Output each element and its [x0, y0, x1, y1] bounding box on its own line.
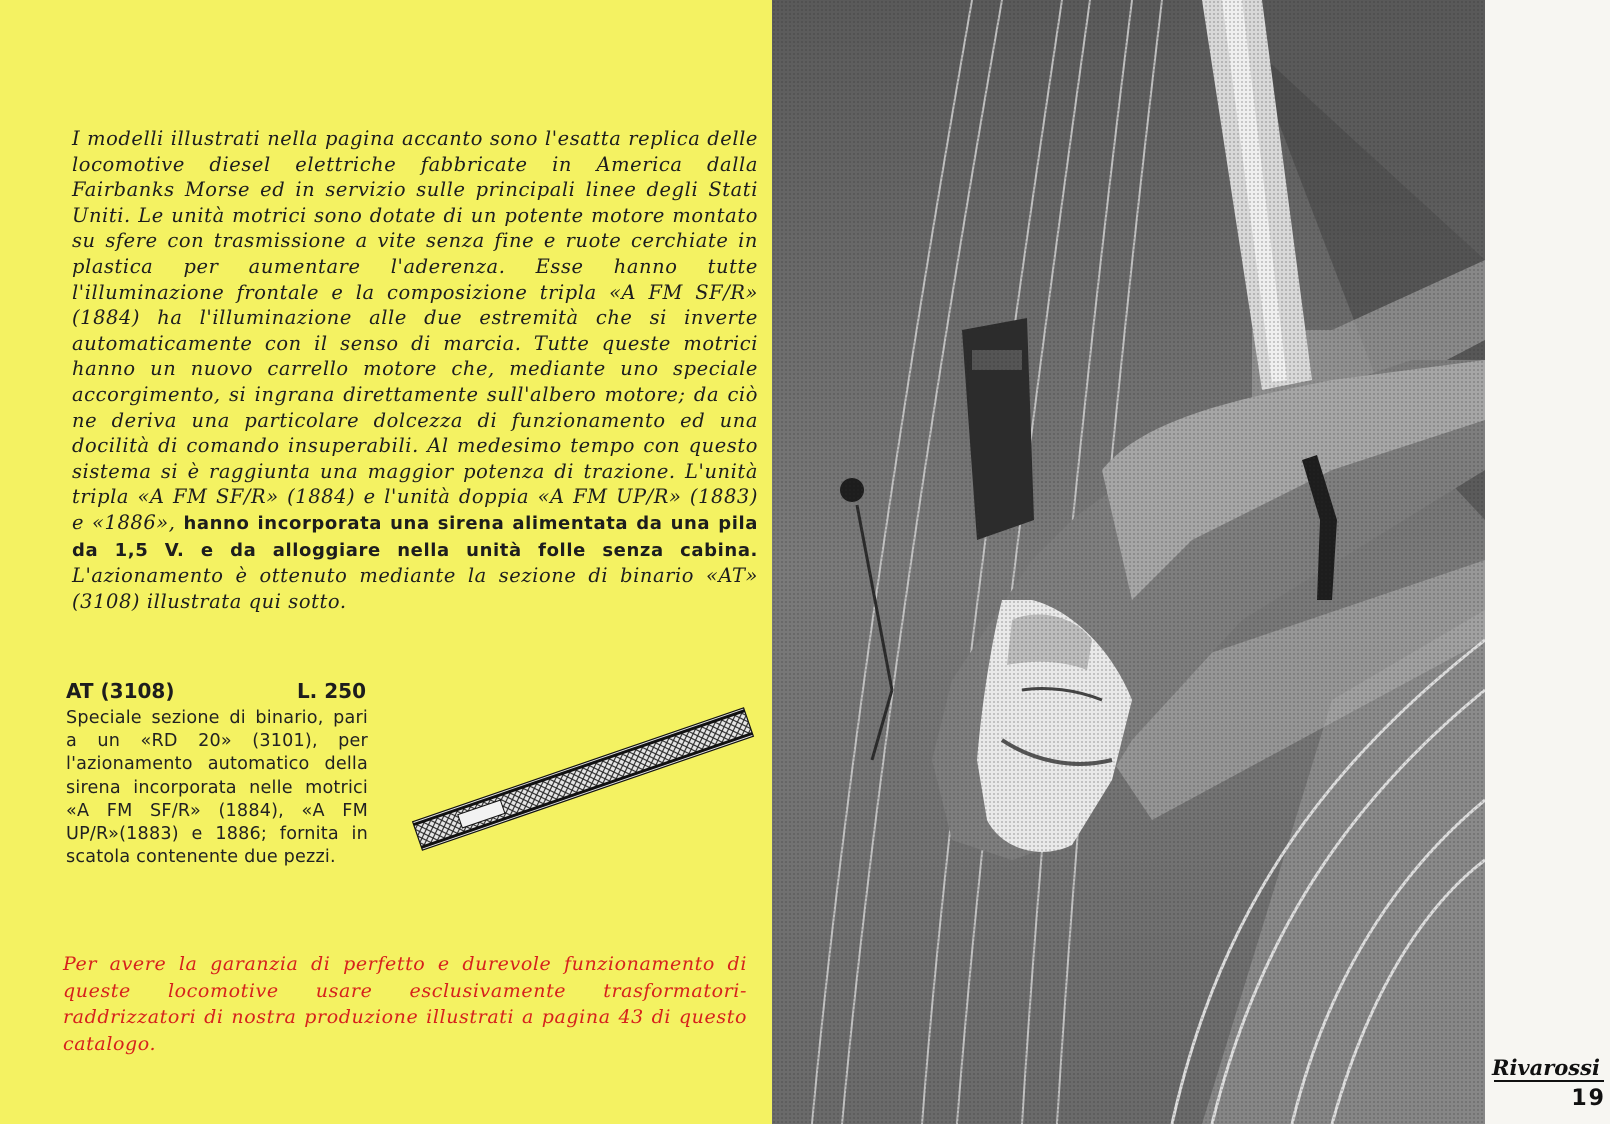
- transformer-notice: Per avere la garanzia di perfetto e durevole funzionamento di queste locomotive usare esclusivamente trasformatori-raddrizzatori di nostra produzione illustrati a pagina 43 di questo catalogo.: [63, 953, 747, 1055]
- intro-paragraph: [72, 126, 758, 614]
- intro-text-end: L'azionamento è ottenuto mediante la sezione di binario «AT» (3108) illustrata qui sotto.: [72, 564, 758, 613]
- intro-text-start: I modelli illustrati nella pagina accanto sono l'esatta replica delle locomotive diesel elettriche fabbricate in America dalla Fairbanks Morse ed in servizio sulle principali linee degli Stati Uniti. Le unità motrici sono dotate di un potente motore montato su sfere con trasmissione a vite senza fine e ruote cerchiate in plastica per aumentare l'aderenza. Esse hanno tutte l'illuminazione frontale e la composizione tripla «A FM SF/R» (1884) ha l'illuminazione alle due estremità che si inverte automaticamente con il senso di marcia. Tutte queste motrici hanno un nuovo carrello motore che, mediante uno speciale accorgimento, si ingrana direttamente sull'albero motore; da ciò ne deriva una particolare dolcezza di funzionamento ed una docilità di comando insuperabili. Al medesimo tempo con questo sistema si è raggiunta una maggior potenza di trazione. L'unità tripla «A FM SF/R» (1884) e l'unità doppia «A FM UP/R» (1883) e «1886»,: [72, 127, 758, 534]
- brand-signature: Rivarossi: [1492, 1055, 1600, 1080]
- brand-underline: [1494, 1080, 1604, 1082]
- track-item-code: AT (3108): [66, 679, 175, 703]
- page-number: 19: [1571, 1086, 1606, 1111]
- track-item-header: [66, 679, 366, 705]
- track-section-illustration: [408, 694, 758, 864]
- intro-bold-text: hanno incorporata una sirena alimentata da una pila da 1,5 V. e da alloggiare nella unità folle senza cabina.: [72, 512, 758, 561]
- track-item-price: L. 250: [296, 679, 366, 703]
- track-item-description: Speciale sezione di binario, pari a un «RD 20» (3101), per l'azionamento automatico della sirena incorporata nelle motrici «A FM SF/R» (1884), «A FM UP/R»(1883) e 1886; fornita in scatola contenente due pezzi.: [66, 708, 368, 868]
- locomotive-photo: [772, 0, 1485, 1124]
- right-margin: [1485, 0, 1610, 1124]
